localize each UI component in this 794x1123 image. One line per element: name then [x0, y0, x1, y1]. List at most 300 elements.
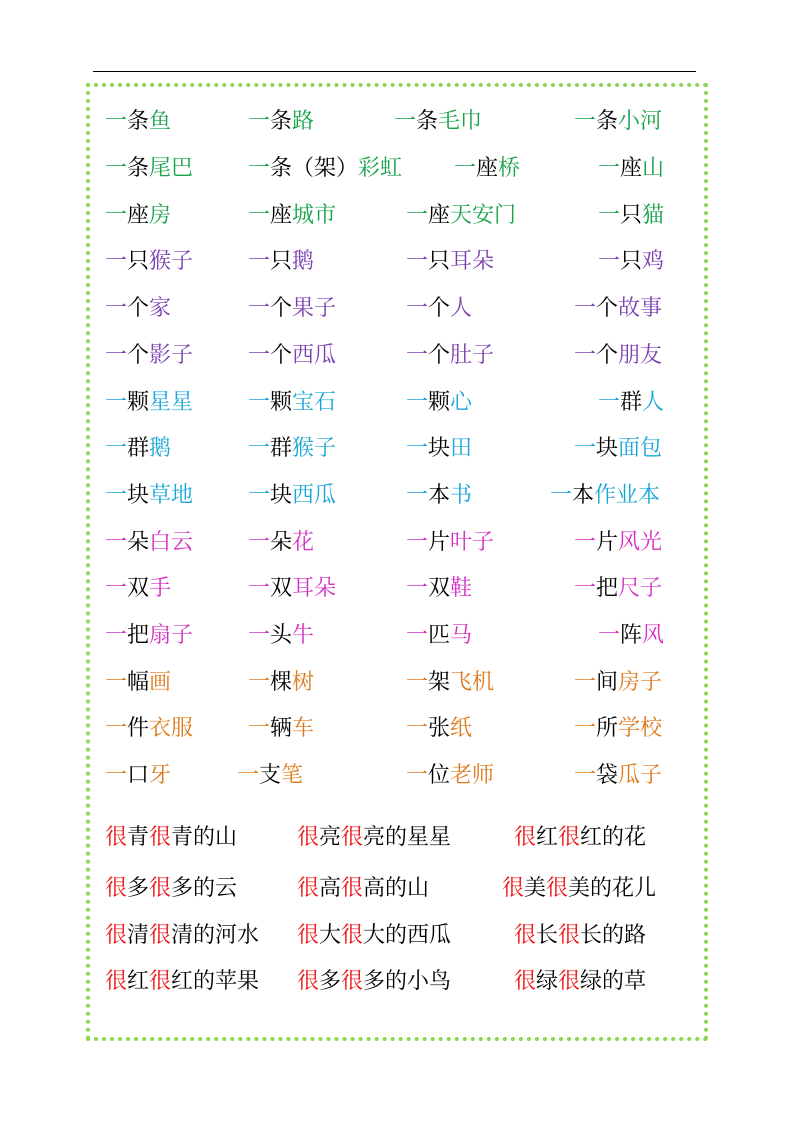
measure-word: 张 — [428, 716, 451, 741]
phrase-item — [248, 569, 336, 609]
numeral-yi: 一 — [105, 343, 128, 368]
measure-word: 所 — [596, 716, 619, 741]
hen-phrase-item — [514, 916, 646, 956]
noun: 山 — [642, 156, 665, 181]
phrase-row — [0, 102, 794, 142]
measure-word: 袋 — [596, 763, 619, 788]
measure-word: 座 — [127, 203, 150, 228]
hen-row — [0, 962, 794, 1002]
adjective: 红 — [127, 969, 150, 994]
adjective: 亮 — [319, 825, 342, 850]
measure-word: 座 — [476, 156, 499, 181]
hen-word: 很 — [514, 923, 537, 948]
noun: 鹅 — [149, 436, 172, 461]
measure-word: 架 — [428, 670, 451, 695]
measure-word: 件 — [127, 716, 150, 741]
phrase-item — [406, 569, 472, 609]
numeral-yi: 一 — [105, 249, 128, 274]
adjective: 绿 — [536, 969, 559, 994]
noun: 笔 — [281, 763, 304, 788]
phrase-item — [105, 569, 171, 609]
phrase-item — [105, 709, 193, 749]
measure-word: 个 — [127, 343, 150, 368]
phrase-item — [574, 709, 662, 749]
measure-word: 个 — [596, 343, 619, 368]
measure-word: 辆 — [270, 716, 293, 741]
numeral-yi: 一 — [105, 576, 128, 601]
numeral-yi: 一 — [105, 109, 128, 134]
numeral-yi: 一 — [574, 670, 597, 695]
numeral-yi: 一 — [574, 109, 597, 134]
hen-word: 很 — [149, 923, 172, 948]
measure-word: 只 — [127, 249, 150, 274]
hen-row — [0, 916, 794, 956]
measure-word: 个 — [270, 296, 293, 321]
measure-word: 条（架） — [270, 156, 359, 181]
noun: 画 — [149, 670, 172, 695]
noun: 人 — [642, 390, 665, 415]
noun: 猫 — [642, 203, 665, 228]
numeral-yi: 一 — [574, 576, 597, 601]
hen-phrase-item — [105, 916, 259, 956]
measure-word: 支 — [259, 763, 282, 788]
phrase-item — [406, 756, 494, 796]
adjective: 大 — [319, 923, 342, 948]
numeral-yi: 一 — [406, 483, 429, 508]
noun: 鱼 — [149, 109, 172, 134]
numeral-yi: 一 — [598, 203, 621, 228]
measure-word: 块 — [127, 483, 150, 508]
phrase-item — [406, 709, 472, 749]
measure-word: 朵 — [270, 530, 293, 555]
phrase-item — [105, 196, 171, 236]
numeral-yi: 一 — [248, 390, 271, 415]
phrase-item — [394, 102, 482, 142]
phrase-item — [598, 616, 664, 656]
noun: 影子 — [149, 343, 194, 368]
phrase-row — [0, 616, 794, 656]
noun: 星星 — [149, 390, 194, 415]
phrase-row — [0, 569, 794, 609]
adjective: 美 — [524, 876, 547, 901]
measure-word: 本 — [572, 483, 595, 508]
phrase-item — [598, 196, 664, 236]
numeral-yi: 一 — [248, 436, 271, 461]
hen-word: 很 — [105, 969, 128, 994]
noun: 朋友 — [618, 343, 663, 368]
noun: 鹅 — [292, 249, 315, 274]
measure-word: 只 — [620, 203, 643, 228]
phrase-item — [598, 149, 664, 189]
measure-word: 片 — [596, 530, 619, 555]
hen-word: 很 — [558, 825, 581, 850]
hen-word: 很 — [105, 825, 128, 850]
noun: 小河 — [618, 109, 663, 134]
phrase-item — [574, 102, 662, 142]
phrase-item — [105, 102, 171, 142]
numeral-yi: 一 — [406, 436, 429, 461]
phrase-item — [105, 616, 193, 656]
noun: 彩虹 — [358, 156, 403, 181]
measure-word: 座 — [428, 203, 451, 228]
hen-word: 很 — [546, 876, 569, 901]
measure-word: 条 — [596, 109, 619, 134]
phrase-item — [248, 476, 336, 516]
numeral-yi: 一 — [406, 763, 429, 788]
noun: 手 — [149, 576, 172, 601]
phrase-item — [248, 429, 336, 469]
measure-word: 把 — [127, 623, 150, 648]
numeral-yi: 一 — [248, 670, 271, 695]
phrase-row — [0, 196, 794, 236]
phrase-row — [0, 523, 794, 563]
hen-phrase-item — [105, 869, 237, 909]
hen-phrase-item — [514, 962, 646, 1002]
numeral-yi: 一 — [105, 530, 128, 555]
hen-word: 很 — [558, 923, 581, 948]
phrase-item — [406, 196, 516, 236]
header-rule — [93, 71, 696, 72]
phrase-item — [598, 242, 664, 282]
numeral-yi: 一 — [105, 716, 128, 741]
numeral-yi: 一 — [406, 530, 429, 555]
numeral-yi: 一 — [598, 390, 621, 415]
phrase-item — [574, 663, 662, 703]
phrase-item — [574, 523, 662, 563]
noun: 衣服 — [149, 716, 194, 741]
noun: 西瓜 — [292, 483, 337, 508]
noun: 桥 — [498, 156, 521, 181]
phrase-item — [248, 242, 314, 282]
numeral-yi: 一 — [105, 436, 128, 461]
phrase-item — [248, 663, 314, 703]
noun: 天安门 — [450, 203, 517, 228]
noun: 城市 — [292, 203, 337, 228]
phrase-row — [0, 336, 794, 376]
phrase-item — [105, 336, 193, 376]
numeral-yi: 一 — [248, 156, 271, 181]
adjective: 红 — [536, 825, 559, 850]
measure-word: 朵 — [127, 530, 150, 555]
numeral-yi: 一 — [406, 390, 429, 415]
numeral-yi: 一 — [574, 436, 597, 461]
noun: 瓜子 — [618, 763, 663, 788]
phrase-item — [406, 616, 472, 656]
phrase-item — [248, 196, 336, 236]
phrase-rest: 多的云 — [171, 876, 238, 901]
numeral-yi: 一 — [105, 623, 128, 648]
phrase-item — [248, 289, 336, 329]
noun: 心 — [450, 390, 473, 415]
measure-word: 个 — [270, 343, 293, 368]
numeral-yi: 一 — [248, 109, 271, 134]
phrase-rest: 青的山 — [171, 825, 238, 850]
phrase-row — [0, 149, 794, 189]
noun: 故事 — [618, 296, 663, 321]
phrase-item — [237, 756, 303, 796]
hen-phrase-item — [105, 962, 259, 1002]
numeral-yi: 一 — [406, 670, 429, 695]
hen-word: 很 — [105, 876, 128, 901]
numeral-yi: 一 — [598, 249, 621, 274]
phrase-item — [574, 289, 662, 329]
noun: 草地 — [149, 483, 194, 508]
adjective: 多 — [127, 876, 150, 901]
measure-word: 位 — [428, 763, 451, 788]
numeral-yi: 一 — [406, 623, 429, 648]
noun: 风光 — [618, 530, 663, 555]
measure-word: 个 — [428, 343, 451, 368]
noun: 作业本 — [594, 483, 661, 508]
phrase-item — [248, 102, 314, 142]
numeral-yi: 一 — [574, 343, 597, 368]
measure-word: 个 — [127, 296, 150, 321]
phrase-item — [406, 289, 472, 329]
numeral-yi: 一 — [454, 156, 477, 181]
noun: 肚子 — [450, 343, 495, 368]
numeral-yi: 一 — [248, 716, 271, 741]
phrase-item — [406, 523, 494, 563]
measure-word: 幅 — [127, 670, 150, 695]
hen-word: 很 — [297, 969, 320, 994]
phrase-item — [105, 289, 171, 329]
noun: 宝石 — [292, 390, 337, 415]
adjective: 多 — [319, 969, 342, 994]
numeral-yi: 一 — [406, 716, 429, 741]
measure-word: 双 — [270, 576, 293, 601]
hen-word: 很 — [297, 923, 320, 948]
hen-phrase-item — [297, 916, 451, 956]
phrase-item — [406, 242, 494, 282]
phrase-row — [0, 663, 794, 703]
phrase-rest: 美的花儿 — [568, 876, 657, 901]
adjective: 青 — [127, 825, 150, 850]
numeral-yi: 一 — [406, 343, 429, 368]
hen-word: 很 — [105, 923, 128, 948]
noun: 鸡 — [642, 249, 665, 274]
noun: 牙 — [149, 763, 172, 788]
numeral-yi: 一 — [248, 530, 271, 555]
noun: 西瓜 — [292, 343, 337, 368]
hen-row — [0, 818, 794, 858]
phrase-item — [105, 523, 193, 563]
hen-word: 很 — [341, 876, 364, 901]
numeral-yi: 一 — [248, 296, 271, 321]
noun: 猴子 — [292, 436, 337, 461]
noun: 车 — [292, 716, 315, 741]
measure-word: 条 — [127, 156, 150, 181]
phrase-row — [0, 709, 794, 749]
noun: 房子 — [618, 670, 663, 695]
hen-word: 很 — [297, 876, 320, 901]
numeral-yi: 一 — [105, 390, 128, 415]
measure-word: 间 — [596, 670, 619, 695]
phrase-item — [105, 476, 193, 516]
noun: 学校 — [618, 716, 663, 741]
numeral-yi: 一 — [105, 156, 128, 181]
noun: 白云 — [149, 530, 194, 555]
measure-word: 座 — [270, 203, 293, 228]
measure-word: 块 — [428, 436, 451, 461]
phrase-item — [406, 383, 472, 423]
numeral-yi: 一 — [406, 296, 429, 321]
phrase-rest: 高的山 — [363, 876, 430, 901]
phrase-item — [550, 476, 660, 516]
measure-word: 群 — [620, 390, 643, 415]
noun: 树 — [292, 670, 315, 695]
adjective: 长 — [536, 923, 559, 948]
phrase-item — [248, 616, 314, 656]
measure-word: 条 — [127, 109, 150, 134]
measure-word: 颗 — [127, 390, 150, 415]
measure-word: 块 — [270, 483, 293, 508]
hen-phrase-item — [297, 818, 451, 858]
phrase-item — [406, 476, 472, 516]
noun: 书 — [450, 483, 473, 508]
measure-word: 匹 — [428, 623, 451, 648]
numeral-yi: 一 — [550, 483, 573, 508]
measure-word: 把 — [596, 576, 619, 601]
phrase-item — [105, 149, 193, 189]
phrase-rest: 多的小鸟 — [363, 969, 452, 994]
numeral-yi: 一 — [248, 203, 271, 228]
measure-word: 只 — [620, 249, 643, 274]
noun: 扇子 — [149, 623, 194, 648]
numeral-yi: 一 — [598, 156, 621, 181]
phrase-item — [574, 336, 662, 376]
hen-phrase-item — [514, 818, 646, 858]
phrase-item — [574, 756, 662, 796]
phrase-item — [105, 383, 193, 423]
noun: 田 — [450, 436, 473, 461]
numeral-yi: 一 — [394, 109, 417, 134]
numeral-yi: 一 — [574, 716, 597, 741]
noun: 纸 — [450, 716, 473, 741]
phrase-item — [105, 663, 171, 703]
noun: 叶子 — [450, 530, 495, 555]
noun: 老师 — [450, 763, 495, 788]
numeral-yi: 一 — [598, 623, 621, 648]
phrase-row — [0, 289, 794, 329]
hen-phrase-item — [502, 869, 656, 909]
numeral-yi: 一 — [105, 483, 128, 508]
phrase-row — [0, 383, 794, 423]
phrase-rest: 长的路 — [580, 923, 647, 948]
numeral-yi: 一 — [105, 296, 128, 321]
measure-word: 片 — [428, 530, 451, 555]
numeral-yi: 一 — [248, 249, 271, 274]
measure-word: 块 — [596, 436, 619, 461]
phrase-row — [0, 756, 794, 796]
measure-word: 颗 — [270, 390, 293, 415]
numeral-yi: 一 — [248, 483, 271, 508]
hen-word: 很 — [514, 825, 537, 850]
measure-word: 只 — [270, 249, 293, 274]
phrase-rest: 大的西瓜 — [363, 923, 452, 948]
numeral-yi: 一 — [248, 576, 271, 601]
noun: 飞机 — [450, 670, 495, 695]
hen-word: 很 — [514, 969, 537, 994]
phrase-rest: 红的苹果 — [171, 969, 260, 994]
noun: 房 — [149, 203, 172, 228]
measure-word: 条 — [416, 109, 439, 134]
numeral-yi: 一 — [248, 343, 271, 368]
phrase-item — [105, 756, 171, 796]
phrase-item — [105, 242, 193, 282]
noun: 猴子 — [149, 249, 194, 274]
hen-phrase-item — [297, 869, 429, 909]
phrase-rest: 绿的草 — [580, 969, 647, 994]
phrase-item — [248, 709, 314, 749]
hen-word: 很 — [558, 969, 581, 994]
measure-word: 群 — [127, 436, 150, 461]
phrase-item — [574, 429, 662, 469]
noun: 耳朵 — [450, 249, 495, 274]
numeral-yi: 一 — [237, 763, 260, 788]
noun: 耳朵 — [292, 576, 337, 601]
phrase-item — [248, 149, 402, 189]
noun: 果子 — [292, 296, 337, 321]
measure-word: 棵 — [270, 670, 293, 695]
noun: 花 — [292, 530, 315, 555]
measure-word: 本 — [428, 483, 451, 508]
noun: 尾巴 — [149, 156, 194, 181]
phrase-item — [598, 383, 664, 423]
phrase-rest: 亮的星星 — [363, 825, 452, 850]
numeral-yi: 一 — [406, 576, 429, 601]
phrase-item — [248, 523, 314, 563]
measure-word: 口 — [127, 763, 150, 788]
adjective: 清 — [127, 923, 150, 948]
hen-phrase-item — [105, 818, 237, 858]
measure-word: 阵 — [620, 623, 643, 648]
noun: 面包 — [618, 436, 663, 461]
numeral-yi: 一 — [105, 763, 128, 788]
noun: 毛巾 — [438, 109, 483, 134]
phrase-rest: 清的河水 — [171, 923, 260, 948]
noun: 人 — [450, 296, 473, 321]
noun: 路 — [292, 109, 315, 134]
hen-word: 很 — [297, 825, 320, 850]
noun: 牛 — [292, 623, 315, 648]
numeral-yi: 一 — [574, 296, 597, 321]
hen-phrase-item — [297, 962, 451, 1002]
phrase-rest: 红的花 — [580, 825, 647, 850]
measure-word: 个 — [596, 296, 619, 321]
measure-word: 头 — [270, 623, 293, 648]
hen-word: 很 — [149, 969, 172, 994]
numeral-yi: 一 — [248, 623, 271, 648]
noun: 家 — [149, 296, 172, 321]
phrase-item — [105, 429, 171, 469]
measure-word: 群 — [270, 436, 293, 461]
measure-word: 只 — [428, 249, 451, 274]
phrase-item — [454, 149, 520, 189]
adjective: 高 — [319, 876, 342, 901]
phrase-row — [0, 476, 794, 516]
phrase-row — [0, 429, 794, 469]
numeral-yi: 一 — [406, 249, 429, 274]
hen-row — [0, 869, 794, 909]
numeral-yi: 一 — [574, 763, 597, 788]
noun: 鞋 — [450, 576, 473, 601]
noun: 马 — [450, 623, 473, 648]
hen-word: 很 — [149, 825, 172, 850]
phrase-item — [248, 336, 336, 376]
measure-word: 颗 — [428, 390, 451, 415]
measure-word: 座 — [620, 156, 643, 181]
hen-word: 很 — [149, 876, 172, 901]
